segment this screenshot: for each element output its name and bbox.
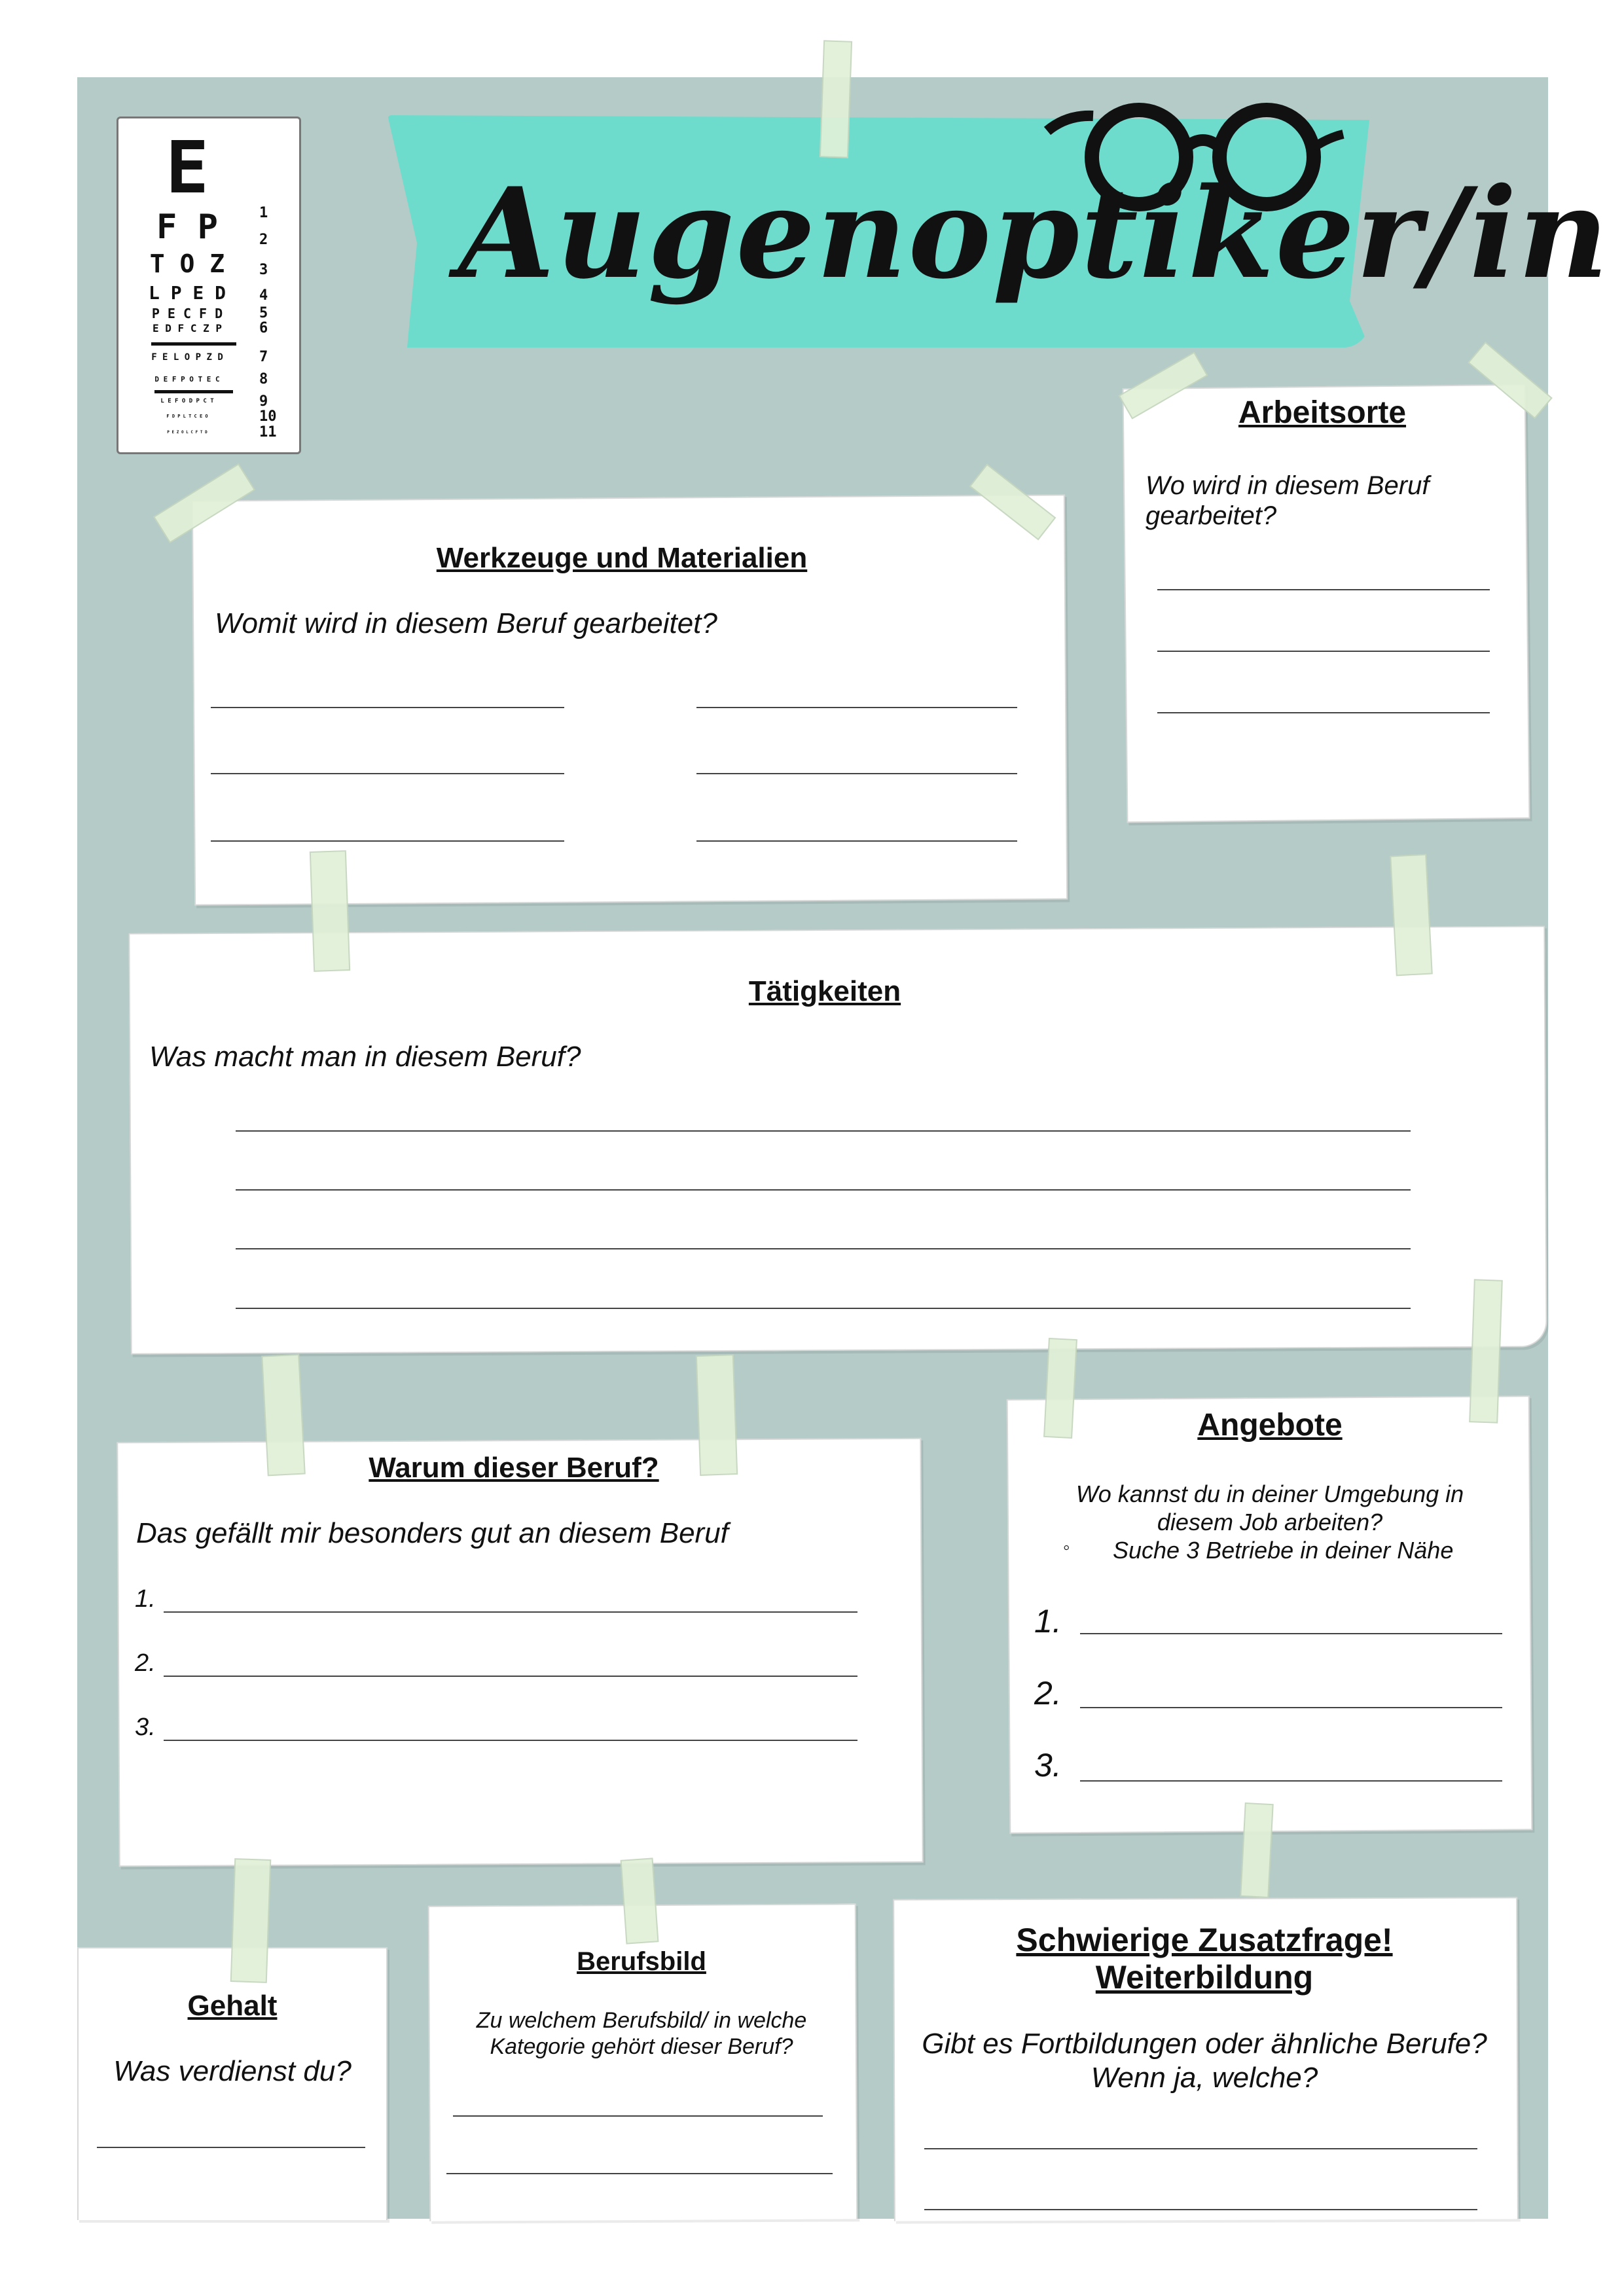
- taetigkeiten-question: Was macht man in diesem Beruf?: [149, 1041, 581, 1073]
- chart-letters: F E L O P Z D: [151, 352, 223, 363]
- tape: [820, 40, 852, 158]
- taetigkeiten-heading: Tätigkeiten: [748, 975, 901, 1007]
- answer-line[interactable]: [1157, 589, 1490, 590]
- chart-letters: E: [165, 126, 209, 209]
- answer-line[interactable]: [453, 2115, 823, 2117]
- chart-number: 2: [259, 232, 268, 248]
- gehalt-question: Was verdienst du?: [113, 2055, 352, 2087]
- zusatzfrage-heading-line1: Schwierige Zusatzfrage!: [1016, 1922, 1393, 1958]
- answer-line[interactable]: [696, 773, 1017, 774]
- answer-line[interactable]: [696, 840, 1017, 842]
- warum-question: Das gefällt mir besonders gut an diesem Beruf: [136, 1517, 729, 1549]
- zusatzfrage-question-line1: Gibt es Fortbildungen oder ähnliche Berufe?: [922, 2028, 1487, 2060]
- chart-number: 3: [259, 262, 268, 278]
- tape: [310, 850, 350, 972]
- angebote-item-number: 3.: [1034, 1747, 1062, 1784]
- angebote-card: [1007, 1395, 1533, 1834]
- chart-letters: P E C F D: [151, 306, 223, 321]
- answer-line[interactable]: [1157, 712, 1490, 713]
- answer-line[interactable]: [1080, 1780, 1502, 1782]
- answer-line[interactable]: [164, 1740, 857, 1741]
- warum-item-number: 1.: [135, 1585, 156, 1613]
- tape: [621, 1857, 659, 1944]
- chart-letters: F D P L T C E O: [166, 414, 208, 419]
- warum-heading: Warum dieser Beruf?: [369, 1452, 659, 1484]
- chart-letters: L E F O D P C T: [160, 398, 214, 404]
- answer-line[interactable]: [1080, 1633, 1502, 1634]
- chart-number: 10: [259, 408, 277, 425]
- arbeitsorte-question-line1: Wo wird in diesem Beruf: [1146, 471, 1430, 500]
- chart-letters: P E Z O L C F T D: [167, 430, 208, 435]
- chart-number: 5: [259, 305, 268, 321]
- answer-line[interactable]: [211, 707, 564, 708]
- bullet-icon: ◦: [1063, 1537, 1070, 1558]
- answer-line[interactable]: [1080, 1707, 1502, 1708]
- answer-line[interactable]: [1157, 651, 1490, 652]
- answer-line[interactable]: [211, 773, 564, 774]
- werkzeuge-heading: Werkzeuge und Materialien: [436, 542, 808, 574]
- answer-line[interactable]: [236, 1248, 1411, 1249]
- angebote-item-number: 1.: [1034, 1603, 1062, 1640]
- glasses-icon: [1041, 101, 1348, 219]
- werkzeuge-question: Womit wird in diesem Beruf gearbeitet?: [215, 607, 717, 639]
- angebote-bullet-text: Suche 3 Betriebe in deiner Nähe: [1113, 1537, 1454, 1564]
- arbeitsorte-question-line2: gearbeitet?: [1146, 501, 1277, 530]
- answer-line[interactable]: [164, 1611, 857, 1613]
- arbeitsorte-card: [1123, 384, 1530, 823]
- chart-letters: F P: [156, 207, 218, 247]
- angebote-question-line2: diesem Job arbeiten?: [1157, 1509, 1383, 1535]
- chart-number: 9: [259, 393, 268, 410]
- warum-item-number: 2.: [135, 1649, 156, 1677]
- chart-letters: D E F P O T E C: [154, 375, 220, 384]
- answer-line[interactable]: [236, 1130, 1411, 1132]
- arbeitsorte-heading: Arbeitsorte: [1238, 395, 1407, 430]
- angebote-question-line1: Wo kannst du in deiner Umgebung in: [1075, 1480, 1464, 1507]
- berufsbild-heading: Berufsbild: [577, 1947, 706, 1976]
- answer-line[interactable]: [164, 1676, 857, 1677]
- zusatzfrage-heading-line2: Weiterbildung: [1095, 1959, 1314, 1996]
- chart-number: 1: [259, 205, 268, 221]
- zusatzfrage-question-line2: Wenn ja, welche?: [1091, 2062, 1318, 2094]
- chart-divider: [151, 342, 236, 346]
- chart-number: 11: [259, 424, 277, 440]
- warum-card: [117, 1438, 923, 1867]
- gehalt-heading: Gehalt: [187, 1990, 278, 2022]
- angebote-item-number: 2.: [1034, 1675, 1062, 1712]
- tape: [230, 1858, 272, 1983]
- chart-divider: [154, 390, 233, 393]
- tape: [1469, 1279, 1503, 1423]
- chart-letters: L P E D: [148, 282, 226, 304]
- tape: [1240, 1803, 1273, 1898]
- tape: [1390, 854, 1433, 977]
- berufsbild-question-line1: Zu welchem Berufsbild/ in welche: [476, 2008, 807, 2033]
- chart-number: 8: [259, 371, 268, 387]
- chart-letters: T O Z: [149, 249, 225, 278]
- answer-line[interactable]: [236, 1308, 1411, 1309]
- answer-line[interactable]: [211, 840, 564, 842]
- answer-line[interactable]: [696, 707, 1017, 708]
- answer-line[interactable]: [236, 1189, 1411, 1191]
- warum-item-number: 3.: [135, 1713, 156, 1741]
- chart-number: 4: [259, 287, 268, 304]
- chart-number: 6: [259, 320, 268, 336]
- page-title: Augenoptiker/in: [458, 160, 1610, 306]
- answer-line[interactable]: [446, 2173, 833, 2174]
- answer-line[interactable]: [97, 2147, 365, 2148]
- tape: [261, 1354, 306, 1477]
- answer-line[interactable]: [924, 2148, 1477, 2149]
- chart-number: 7: [259, 349, 268, 365]
- answer-line[interactable]: [924, 2209, 1477, 2210]
- tape: [1043, 1338, 1077, 1439]
- chart-letters: E D F C Z P: [153, 322, 222, 334]
- eye-chart: [117, 117, 301, 454]
- berufsbild-question-line2: Kategorie gehört dieser Beruf?: [490, 2034, 793, 2059]
- angebote-heading: Angebote: [1197, 1408, 1343, 1443]
